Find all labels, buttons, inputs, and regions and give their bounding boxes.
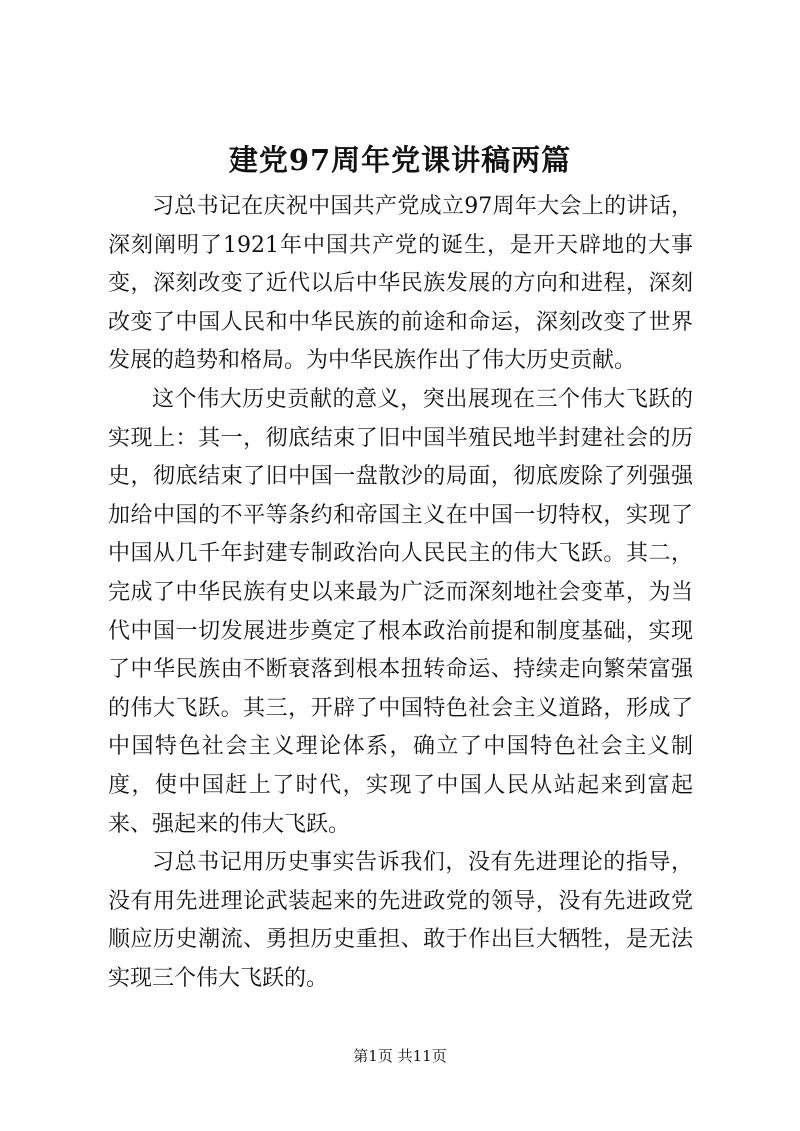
paragraph-2: 这个伟大历史贡献的意义，突出展现在三个伟大飞跃的实现上：其一，彻底结束了旧中国半殖民地半封建社会的历史，彻底结束了旧中国一盘散沙的局面，彻底废除了列强强加给中国的不平等条约和帝国主义在中国一切特权，实现了中国从几千年封建专制政治向人民民主的伟大飞跃。其二，完成了中华民族有史以来最为广泛而深刻地社会变革，为当代中国一切发展进步奠定了根本政治前提和制度基础，实现了中华民族由不断衰落到根本扭转命运、持续走向繁荣富强的伟大飞跃。其三，开辟了中国特色社会主义道路，形成了中国特色社会主义理论体系，确立了中国特色社会主义制度，使中国赶上了时代，实现了中国人民从站起来到富起来、强起来的伟大飞跃。	[108, 386, 693, 837]
document-body	[108, 188, 693, 998]
paragraph-3: 习总书记用历史事实告诉我们，没有先进理论的指导，没有用先进理论武装起来的先进政党的领导，没有先进政党顺应历史潮流、勇担历史重担、敢于作出巨大牺牲，是无法实现三个伟大飞跃的。	[108, 850, 693, 991]
page-title: 建党97周年党课讲稿两篇	[228, 143, 572, 177]
page-number-footer: 第1页 共11页	[353, 1047, 447, 1065]
paragraph-1: 习总书记在庆祝中国共产党成立97周年大会上的讲话，深刻阐明了1921年中国共产党的诞生，是开天辟地的大事变，深刻改变了近代以后中华民族发展的方向和进程，深刻改变了中国人民和中华民族的前途和命运，深刻改变了世界发展的趋势和格局。为中华民族作出了伟大历史贡献。	[108, 194, 693, 374]
